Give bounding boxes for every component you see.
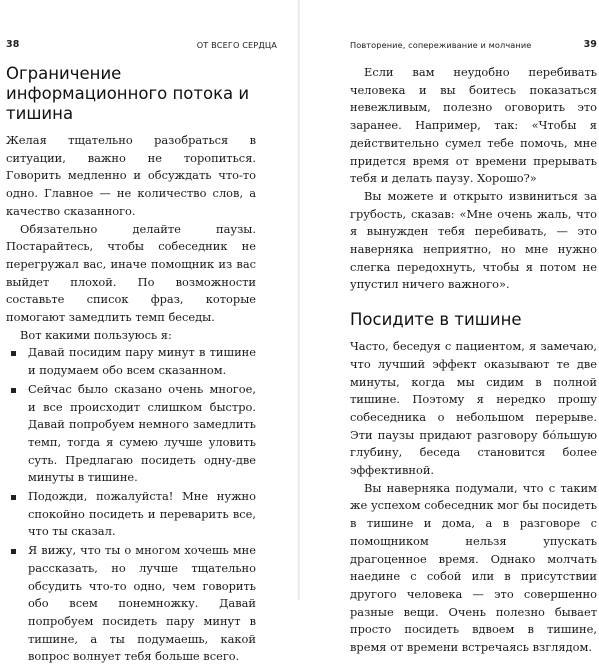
list-item: [6, 344, 256, 379]
list-item-text: Я вижу, что ты о многом хочешь мне рассказать, но лучше тщательно обсудить что-то одно, чем говорить обо всем понемножку. Давай попробуем посидеть пару минут в тишине, а ты подумаешь, какой вопрос волнует тебя больше всего.: [28, 543, 256, 664]
list-item: [6, 381, 256, 487]
left-page: [0, 0, 299, 664]
section-heading-right: Посидите в тишине: [350, 310, 522, 330]
page-number-left: 38: [6, 39, 20, 50]
right-text-column: [350, 64, 597, 657]
paragraph: Вы можете и открыто извиниться за грубость, сказав: «Мне очень жаль, что я вынужден тебя перебивать, — это наверняка неприятно, но мне нужно слегка передохнуть, чтобы я потом не упустил ничего важного».: [350, 188, 597, 292]
paragraph: Желая тщательно разобраться в ситуации, важно не торопиться. Говорить медленно и обсуждать что-то одно. Главное — не количество слов, а качество сказанного.: [6, 133, 256, 218]
bullet-icon: [11, 549, 16, 554]
right-page: [300, 0, 599, 655]
bullet-icon: [11, 495, 16, 500]
paragraph: Часто, беседуя с пациентом, я замечаю, что лучший эффект оказывают те две минуты, когда мы сидим в полной тишине. Поэтому я нередко прошу собеседника о небольшом перерыве. Эти паузы придают разговору бо́льшую глубину, беседа становится более эффективной.: [350, 339, 597, 478]
list-item-text: Давай посидим пару минут в тишине и подумаем обо всем сказанном.: [28, 345, 256, 378]
paragraph: Вы наверняка подумали, что с таким же успехом собеседник мог бы посидеть в тишине и дома, а в разговоре с помощником нельзя упускать драгоценное время. Однако молчать наедине с собой или в присутствии другого человека — это совершенно разные вещи. Очень полезно бывает просто посидеть вдвоем в тишине, время от времени встречаясь взглядом.: [350, 480, 597, 655]
page-number-right: 39: [583, 39, 597, 50]
paragraph: Обязательно делайте паузы. Постарайтесь, чтобы собеседник не перегружал вас, иначе помощник из вас выйдет плохой. По возможности составьте список фраз, которые помогают замедлить темп беседы.: [6, 221, 256, 325]
list-item: [6, 542, 256, 666]
list-item-text: Подожди, пожалуйста! Мне нужно спокойно посидеть и переварить все, что ты сказал.: [28, 489, 256, 539]
phrase-list: [6, 344, 256, 666]
running-head-right: Повторение, сопереживание и молчание: [350, 40, 532, 50]
left-text-column: [6, 64, 256, 667]
paragraph: Если вам неудобно перебивать человека и вы боитесь показаться невежливым, полезно оговорить это заранее. Например, так: «Чтобы я действительно сумел тебе помочь, мне придется время от времени прерывать тебя и делать паузу. Хорошо?»: [350, 65, 597, 186]
paragraph: Вот какими пользуюсь я:: [20, 327, 172, 342]
list-item-text: Сейчас было сказано очень многое, и все происходит слишком быстро. Давай попробуем немного замедлить темп, тогда я сумею лучше уловить суть. Предлагаю посидеть одну-две минуты в тишине.: [28, 381, 256, 485]
bullet-icon: [11, 351, 16, 356]
list-item: [6, 488, 256, 541]
running-head-left: ОТ ВСЕГО СЕРДЦА: [196, 40, 277, 50]
section-heading-left: Ограничение информационного потока и тишина: [6, 64, 250, 123]
bullet-icon: [11, 388, 16, 393]
